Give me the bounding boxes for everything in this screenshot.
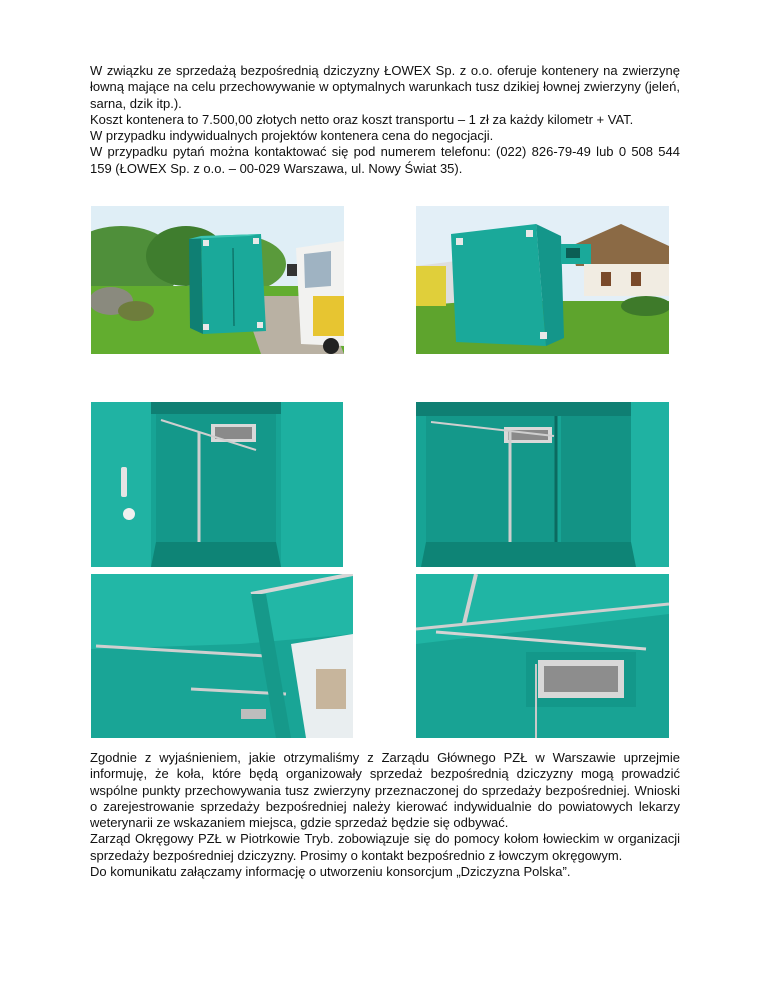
outro-paragraph-support: Zarząd Okręgowy PZŁ w Piotrkowie Tryb. zobowiązuje się do pomocy kołom łowieckim w organizacji sprzedaży bezpośredniej dziczyzny. Prosimy o kontakt bezpośrednio z łowczym okręgowym. [90,831,680,863]
photo-container-ceiling-rails [91,574,353,738]
intro-paragraph-contact: W przypadku pytań można kontaktować się pod numerem telefonu: (022) 826-79-49 lub 0 508 544 159 (ŁOWEX Sp. z o.o. – 00-029 Warszawa, ul. Nowy Świat 35). [90,144,680,176]
intro-paragraph-offer: W związku ze sprzedażą bezpośrednią dziczyzny ŁOWEX Sp. z o.o. oferuje kontenery na zwierzynę łowną mające na celu przechowywanie w optymalnych warunkach tusz dzikiej łownej zwierzyny (jeleń, sarna, dzik itp.). [90,63,680,111]
intro-paragraph-cost: Koszt kontenera to 7.500,00 złotych netto oraz koszt transportu – 1 zł za każdy kilometr + VAT. [90,111,634,127]
outro-paragraph-attachment: Do komunikatu załączamy informację o utworzeniu konsorcjum „Dziczyzna Polska”. [90,864,571,880]
photo-container-interior-compartments [416,402,669,567]
intro-paragraph-custom: W przypadku indywidualnych projektów kontenera cena do negocjacji. [90,128,494,144]
photo-container-interior-open [91,402,343,567]
outro-text [90,750,680,880]
photo-container-near-house [416,206,669,354]
photo-container-ceiling-vent [416,574,669,738]
photo-container-with-van [91,206,344,354]
intro-text [90,63,680,177]
outro-paragraph-explanation: Zgodnie z wyjaśnieniem, jakie otrzymaliśmy z Zarządu Głównego PZŁ w Warszawie uprzejmie informuję, że koła, które będą organizowały sprzedaż bezpośrednią dziczyzny mogą prowadzić wspólne punkty przechowywania tusz zwierzyny przeznaczonej do sprzedaży bezpośredniej. Wnioski o zarejestrowanie sprzedaży bezpośredniej należy kierować indywidualnie do powiatowych lekarzy weterynarii ze wskazaniem miejsca, gdzie sprzedaż będzie się odbywać. [90,750,680,831]
